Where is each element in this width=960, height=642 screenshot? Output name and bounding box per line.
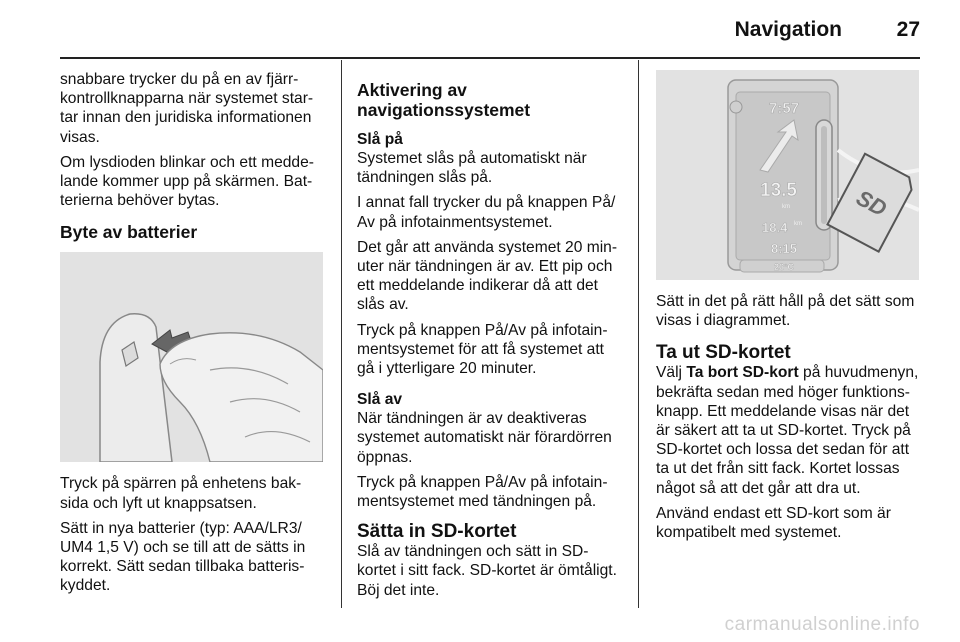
paragraph: Systemet slås på automatiskt när tändningen slås på. [357,150,587,187]
section-heading: Sätta in SD-kortet [357,521,517,543]
display-time: 7:57 [768,100,800,117]
sub-heading: Slå av [357,391,403,409]
paragraph: Sätt in nya batterier (typ: AAA/LR3/ UM4 1,5 V) och se till att de sätts in korrekt. Sätt sedan tillbaka batteris-kyddet. [60,519,306,595]
paragraph: I annat fall trycker du på knappen På/ Av på infotainmentsystemet. [357,194,616,231]
paragraph: Sätt in det på rätt håll på det sätt som visas i diagrammet. [656,293,915,330]
section-heading: Ta ut SD-kortet [656,342,791,364]
page-header [0,0,960,58]
display-distance: 18.4 [762,220,788,235]
watermark: carmanualsonline.info [724,614,920,635]
section-title: Navigation [734,18,842,41]
paragraph: När tändningen är av deaktiveras systemet automatiskt när förardörren öppnas. [357,410,612,466]
column-2 [357,80,625,606]
menu-item-reference: Ta bort SD-kort [686,364,799,382]
page-number: 27 [896,18,920,41]
sub-heading: Slå på [357,131,403,148]
paragraph: Tryck på spärren på enhetens bak-sida och lyft ut knappsatsen. [60,475,302,512]
paragraph: Använd endast ett SD-kort som är kompatibelt med systemet. [656,504,891,542]
battery-replacement-illustration [60,252,323,462]
paragraph: Slå av tändningen och sätt in SD-kortet i sitt fack. SD-kortet är ömtåligt. Böj det inte. [357,543,617,599]
paragraph [656,363,924,497]
display-temperature: 26°C [773,262,795,272]
display-speed-unit: km [782,204,790,210]
sd-card-insertion-illustration [656,70,919,280]
section-heading: Aktivering av navigationssystemet [357,80,531,120]
paragraph: Tryck på knappen På/Av på infotain-mentsystemet med tändningen på. [357,473,608,511]
column-divider-2 [638,60,639,608]
section-heading: Byte av batterier [60,222,198,243]
paragraph-text: Välj [656,364,687,382]
display-distance-unit: km [794,221,802,227]
paragraph: Tryck på knappen På/Av på infotain-mentsystemet för att få systemet att gå i ytterligare 20 minuter. [357,321,608,378]
display-eta: 8:15 [770,241,798,256]
column-1 [60,70,328,602]
paragraph: snabbare trycker du på en av fjärr-kontrollknapparna när systemet star-tar innan den juridiska informationen visas. [60,71,314,146]
column-3 [656,70,924,548]
sd-card-logo: SD [852,184,891,222]
column-divider-1 [341,60,342,608]
paragraph: Det går att använda systemet 20 min-uter när tändningen är av. Ett pip och ett meddelande indikerar då att det slås av. [357,238,618,314]
paragraph-text: på huvudmenyn, bekräfta sedan med höger funktions-knapp. Ett meddelande visas när det är säkert att ta ut SD-kortet. Tryck på SD-kortet och lossa det sedan för att ta ut det från sitt fack. Kortet lossas något så att det går att dra ut. [656,364,919,497]
paragraph: Om lysdioden blinkar och ett medde-lande kommer upp på skärmen. Bat-terierna behöver bytas. [60,153,314,210]
header-divider [60,57,920,59]
display-speed: 13.5 [760,180,797,201]
